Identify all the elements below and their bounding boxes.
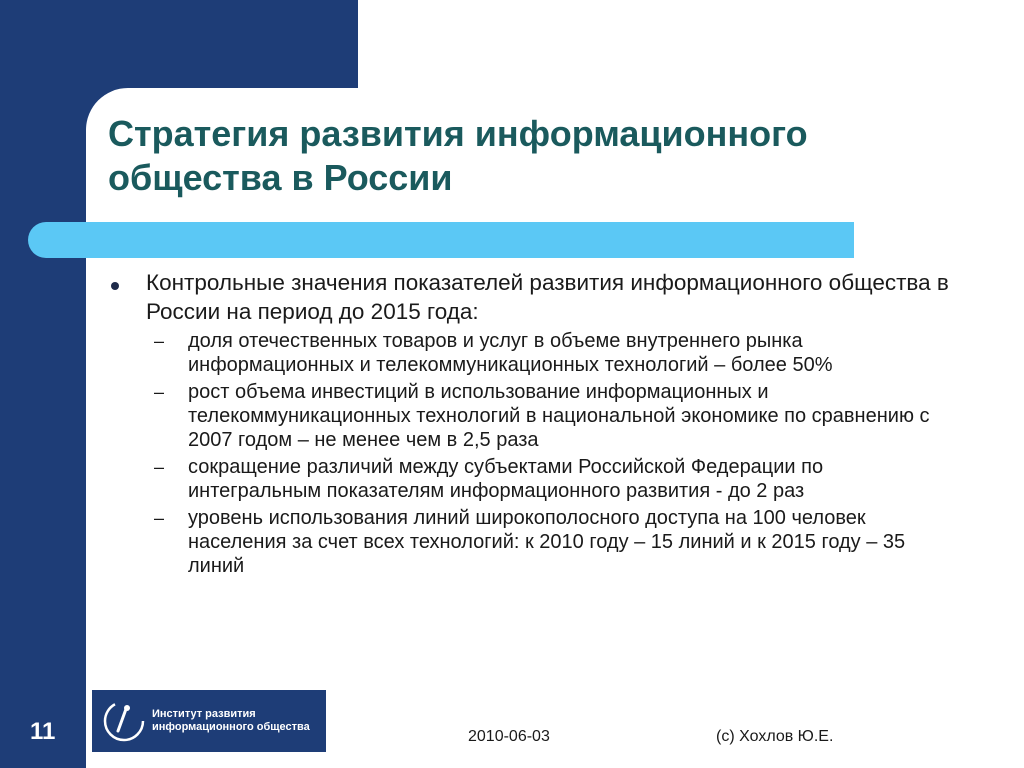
dash-icon: – bbox=[154, 457, 165, 477]
logo-text-line-2: информационного общества bbox=[152, 721, 310, 733]
footer-author: (с) Хохлов Ю.Е. bbox=[716, 728, 834, 745]
dash-icon: – bbox=[154, 331, 165, 351]
sub-bullet-text: уровень использования линий широкополосного доступа на 100 человек населения за счет всех технологий: к 2010 году – 15 линий и к 2015 году – 35 линий bbox=[188, 507, 906, 577]
accent-bar bbox=[28, 222, 854, 258]
main-bullet-text: Контрольные значения показателей развития информационного общества в России на период до 2015 года: bbox=[146, 270, 949, 324]
footer-date: 2010-06-03 bbox=[468, 728, 550, 745]
title-line-1: Стратегия развития информационного bbox=[108, 113, 808, 154]
sub-bullet-item bbox=[108, 380, 958, 452]
sub-bullet-text: рост объема инвестиций в использование информационных и телекоммуникационных технологий в национальной экономике по сравнению с 2007 годом – не менее чем в 2,5 раза bbox=[188, 381, 930, 451]
dash-icon: – bbox=[154, 382, 165, 402]
page-number: 11 bbox=[30, 718, 56, 745]
logo-text-line-1: Институт развития bbox=[152, 708, 256, 720]
sub-bullet-item bbox=[108, 329, 958, 377]
logo-text bbox=[152, 708, 310, 734]
institute-logo bbox=[92, 690, 326, 752]
sub-bullet-text: сокращение различий между субъектами Российской Федерации по интегральным показателям информационного развития - до 2 раз bbox=[188, 456, 824, 502]
slide-title bbox=[108, 112, 908, 200]
sub-bullet-list bbox=[108, 329, 958, 578]
slide-content bbox=[108, 268, 958, 581]
title-line-2: общества в России bbox=[108, 157, 453, 198]
logo-swirl-icon bbox=[102, 699, 146, 743]
sub-bullet-item bbox=[108, 455, 958, 503]
sub-bullet-item bbox=[108, 506, 958, 578]
bullet-dot-icon bbox=[111, 282, 119, 290]
sub-bullet-text: доля отечественных товаров и услуг в объеме внутреннего рынка информационных и телекоммуникационных технологий – более 50% bbox=[188, 330, 833, 376]
dash-icon: – bbox=[154, 508, 165, 528]
main-bullet bbox=[108, 268, 958, 326]
left-navy-strip bbox=[0, 0, 86, 768]
